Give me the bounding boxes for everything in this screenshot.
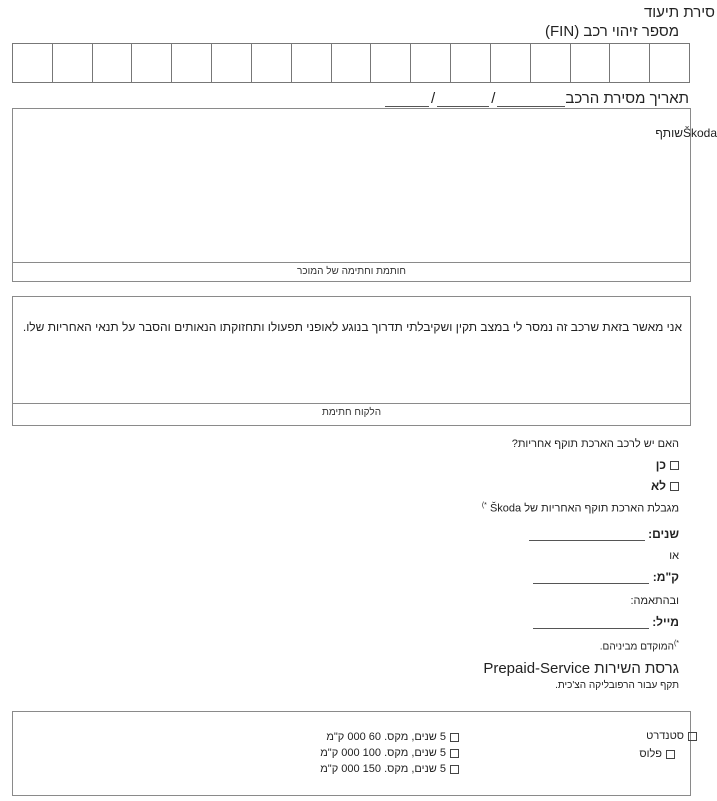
customer-caption: הלקוח חתימת: [321, 407, 382, 418]
fin-cell[interactable]: [132, 44, 172, 82]
or-text: או: [669, 550, 679, 562]
customer-declaration-box[interactable]: [12, 296, 691, 426]
warranty-yes-label: כן: [655, 458, 666, 472]
warranty-limit-footnote-mark: *): [481, 502, 487, 509]
fin-cell[interactable]: [332, 44, 372, 82]
fin-cell[interactable]: [93, 44, 133, 82]
checkbox-icon[interactable]: [670, 482, 679, 491]
seller-signature-line: [13, 262, 690, 263]
customer-declaration-text: אני מאשר בזאת שרכב זה נמסר לי במצב תקין ושקיבלתי תדרוך בנוגע לאופני תפעולו ותחזוקתו הנאותים והסבר על תנאי האחריות שלו.: [22, 320, 682, 334]
fin-cell[interactable]: [13, 44, 53, 82]
checkbox-icon[interactable]: [450, 749, 459, 758]
fin-cell[interactable]: [212, 44, 252, 82]
checkbox-icon[interactable]: [688, 732, 697, 741]
checkbox-icon[interactable]: [666, 750, 675, 759]
fin-cell[interactable]: [451, 44, 491, 82]
variant-standard[interactable]: [646, 730, 697, 742]
date-field-day[interactable]: [497, 92, 565, 107]
variant-plus[interactable]: [639, 748, 675, 760]
delivery-date-row: [385, 90, 689, 107]
warranty-question: האם יש לרכב הארכת תוקף אחריות?: [511, 438, 679, 450]
years-input[interactable]: [529, 528, 645, 541]
warranty-no-label: לא: [650, 479, 666, 493]
seller-caption: חותמת וחתימה של המוכר: [297, 266, 406, 277]
fin-grid: [12, 43, 690, 83]
fin-cell[interactable]: [292, 44, 332, 82]
fin-cell[interactable]: [411, 44, 451, 82]
fin-cell[interactable]: [371, 44, 411, 82]
footnote-mark: *): [673, 640, 679, 647]
variant-plus-label: פלוס: [639, 748, 662, 760]
years-row: [529, 527, 679, 541]
miles-input[interactable]: [533, 616, 649, 629]
variant-standard-label: סטנדרט: [646, 730, 684, 742]
prepaid-option[interactable]: [320, 747, 459, 759]
footnote: [600, 640, 679, 652]
fin-cell[interactable]: [571, 44, 611, 82]
fin-cell[interactable]: [172, 44, 212, 82]
miles-row: [533, 615, 679, 629]
years-label: שנים:: [648, 527, 679, 541]
checkbox-icon[interactable]: [450, 765, 459, 774]
prepaid-title: גרסת השירות Prepaid-Service: [483, 660, 679, 677]
checkbox-icon[interactable]: [450, 733, 459, 742]
delivery-date-label: תאריך מסירת הרכב: [565, 90, 689, 107]
fin-label: מספר זיהוי רכב (FIN): [545, 23, 679, 40]
respectively-text: ובהתאמה:: [630, 595, 679, 607]
page-title: סירת תיעוד: [643, 4, 715, 21]
date-field-year[interactable]: [385, 92, 429, 107]
warranty-yes-option[interactable]: [656, 458, 679, 472]
fin-cell[interactable]: [53, 44, 93, 82]
prepaid-option-label: 5 שנים, מקס. 100 000 ק"מ: [320, 747, 446, 759]
date-separator: /: [491, 90, 496, 107]
date-separator: /: [431, 90, 436, 107]
prepaid-subtitle: תקף עבור הרפובליקה הצ'כית.: [555, 680, 679, 691]
checkbox-icon[interactable]: [670, 461, 679, 470]
prepaid-option[interactable]: [320, 763, 459, 775]
warranty-limit: [482, 502, 679, 515]
seller-stamp-box[interactable]: [12, 108, 691, 282]
fin-cell[interactable]: [531, 44, 571, 82]
miles-label: מייל:: [652, 615, 679, 629]
km-row: [533, 570, 679, 584]
fin-cell[interactable]: [610, 44, 650, 82]
footnote-text: המוקדם מביניהם.: [599, 641, 674, 653]
warranty-no-option[interactable]: [651, 479, 679, 493]
prepaid-option[interactable]: [326, 731, 459, 743]
km-input[interactable]: [533, 571, 649, 584]
fin-cell[interactable]: [252, 44, 292, 82]
km-label: ק"מ:: [652, 570, 679, 584]
prepaid-option-label: 5 שנים, מקס. 60 000 ק"מ: [326, 731, 446, 743]
prepaid-option-label: 5 שנים, מקס. 150 000 ק"מ: [320, 763, 446, 775]
fin-cell[interactable]: [491, 44, 531, 82]
skoda-partner-label: Škodaשותף: [655, 126, 717, 140]
fin-cell[interactable]: [650, 44, 689, 82]
date-field-month[interactable]: [437, 92, 489, 107]
warranty-limit-label: מגבלת הארכת תוקף האחריות של Škoda: [489, 502, 679, 515]
customer-signature-line: [13, 403, 690, 404]
